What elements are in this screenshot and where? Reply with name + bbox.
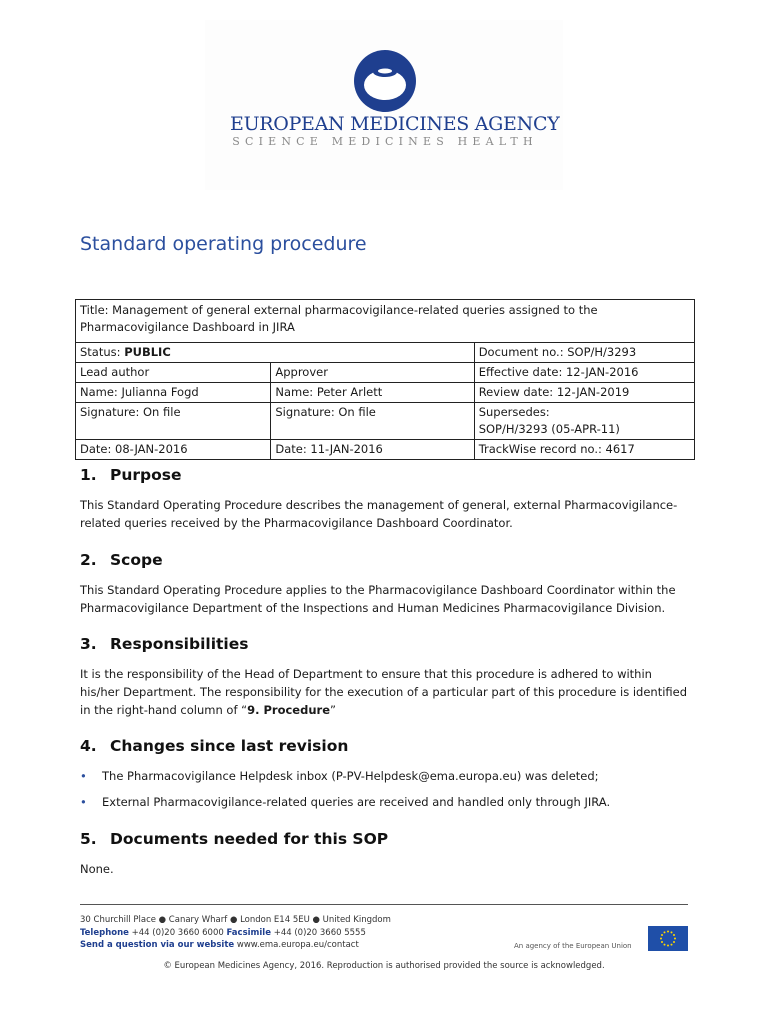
eu-flag-icon bbox=[648, 926, 688, 951]
approver-name-cell: Name: Peter Arlett bbox=[271, 383, 474, 403]
approver-cell: Approver bbox=[271, 363, 474, 383]
footer-phone-line bbox=[80, 928, 366, 938]
question-label: Send a question via our website bbox=[80, 940, 235, 950]
supersedes-cell bbox=[474, 403, 694, 440]
changes-list bbox=[80, 767, 690, 811]
section-title: Responsibilities bbox=[110, 635, 249, 653]
section-heading bbox=[80, 466, 690, 484]
body-text-end: ” bbox=[330, 703, 336, 717]
section-purpose bbox=[80, 466, 690, 532]
section-scope bbox=[80, 551, 690, 617]
sop-metadata-table bbox=[75, 299, 695, 460]
author-name-cell: Name: Julianna Fogd bbox=[76, 383, 271, 403]
supersedes-value: SOP/H/3293 (05-APR-11) bbox=[478, 422, 620, 436]
document-number-cell: Document no.: SOP/H/3293 bbox=[474, 343, 694, 363]
telephone-value: +44 (0)20 3660 6000 bbox=[128, 928, 227, 938]
procedure-reference: 9. Procedure bbox=[247, 703, 330, 717]
footer-address: 30 Churchill Place ● Canary Wharf ● London E14 5EU ● United Kingdom bbox=[80, 915, 391, 925]
facsimile-value: +44 (0)20 3660 5555 bbox=[271, 928, 366, 938]
approver-date-cell: Date: 11-JAN-2016 bbox=[271, 440, 474, 460]
section-title: Purpose bbox=[110, 466, 182, 484]
effective-date-cell: Effective date: 12-JAN-2016 bbox=[474, 363, 694, 383]
eu-agency-text: An agency of the European Union bbox=[514, 942, 632, 950]
section-body bbox=[80, 665, 690, 719]
telephone-label: Telephone bbox=[80, 928, 129, 938]
document-title: Standard operating procedure bbox=[80, 233, 367, 255]
status-label: Status: bbox=[80, 345, 125, 359]
trackwise-cell: TrackWise record no.: 4617 bbox=[474, 440, 694, 460]
section-changes bbox=[80, 737, 690, 819]
facsimile-label: Facsimile bbox=[226, 928, 271, 938]
author-date-cell: Date: 08-JAN-2016 bbox=[76, 440, 271, 460]
list-item bbox=[80, 793, 690, 811]
ema-logo-icon bbox=[354, 50, 416, 112]
table-row bbox=[76, 383, 695, 403]
section-heading bbox=[80, 635, 690, 653]
review-date-cell: Review date: 12-JAN-2019 bbox=[474, 383, 694, 403]
approver-signature-cell: Signature: On file bbox=[271, 403, 474, 440]
author-signature-cell: Signature: On file bbox=[76, 403, 271, 440]
contact-link[interactable]: www.ema.europa.eu/contact bbox=[234, 940, 359, 950]
agency-tagline: SCIENCE MEDICINES HEALTH bbox=[232, 135, 538, 148]
section-number: 2. bbox=[80, 551, 97, 569]
status-cell bbox=[76, 343, 475, 363]
section-body: This Standard Operating Procedure applies to the Pharmacovigilance Dashboard Coordinator within the Pharmacovigilance Department of the Inspections and Human Medicines Pharmacovigilance Division. bbox=[80, 583, 676, 615]
supersedes-label: Supersedes: bbox=[478, 405, 550, 419]
table-row bbox=[76, 363, 695, 383]
section-documents bbox=[80, 830, 690, 878]
section-title: Documents needed for this SOP bbox=[110, 830, 389, 848]
section-title: Scope bbox=[110, 551, 163, 569]
sop-title-cell: Title: Management of general external pharmacovigilance-related queries assigned to the Pharmacovigilance Dashboard in JIRA bbox=[76, 300, 695, 343]
section-heading bbox=[80, 551, 690, 569]
section-number: 3. bbox=[80, 635, 97, 653]
status-value: PUBLIC bbox=[124, 345, 171, 359]
table-row bbox=[76, 343, 695, 363]
table-row bbox=[76, 440, 695, 460]
section-number: 1. bbox=[80, 466, 97, 484]
section-responsibilities bbox=[80, 635, 690, 719]
section-heading bbox=[80, 830, 690, 848]
list-item bbox=[80, 767, 690, 785]
footer-divider bbox=[80, 904, 688, 905]
section-title: Changes since last revision bbox=[110, 737, 349, 755]
section-body: This Standard Operating Procedure describes the management of general, external Pharmacovigilance-related queries received by the Pharmacovigilance Dashboard Coordinator. bbox=[80, 498, 678, 530]
section-heading bbox=[80, 737, 690, 755]
list-item-text: External Pharmacovigilance-related queries are received and handled only through JIRA. bbox=[102, 795, 611, 809]
section-body: None. bbox=[80, 862, 114, 876]
copyright-notice: © European Medicines Agency, 2016. Reproduction is authorised provided the source is acknowledged. bbox=[163, 961, 605, 971]
list-item-text: The Pharmacovigilance Helpdesk inbox (P-PV-Helpdesk@ema.europa.eu) was deleted; bbox=[102, 769, 599, 783]
bullet-icon: • bbox=[80, 795, 87, 809]
table-row bbox=[76, 403, 695, 440]
body-text: It is the responsibility of the Head of Department to ensure that this procedure is adhered to within his/her Department. The responsibility for the execution of a particular part of this procedure is identified in the right-hand column of “ bbox=[80, 667, 688, 717]
section-number: 4. bbox=[80, 737, 97, 755]
agency-name: EUROPEAN MEDICINES AGENCY bbox=[230, 113, 560, 135]
footer-contact-line bbox=[80, 940, 359, 950]
table-row bbox=[76, 300, 695, 343]
section-number: 5. bbox=[80, 830, 97, 848]
lead-author-cell: Lead author bbox=[76, 363, 271, 383]
bullet-icon: • bbox=[80, 769, 87, 783]
